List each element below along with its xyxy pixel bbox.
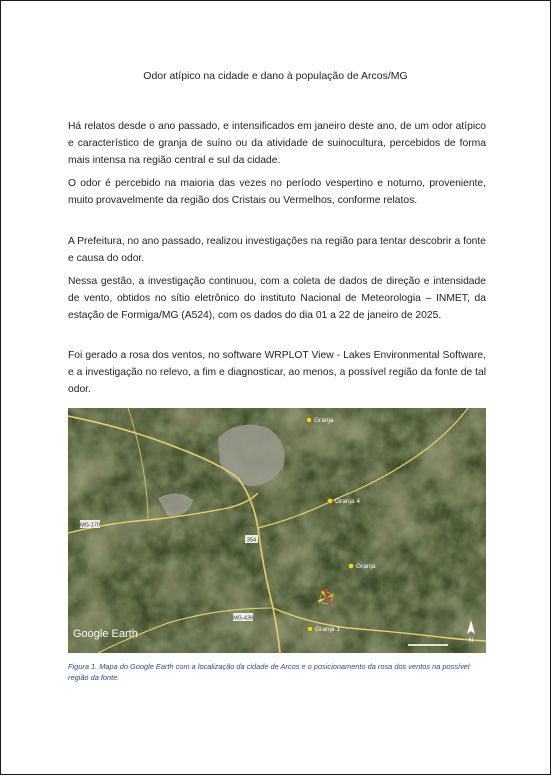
paragraph-3: A Prefeitura, no ano passado, realizou investigações na região para tentar descobrir a fonte e causa do odor. — [68, 236, 486, 264]
svg-text:Granja: Granja — [314, 417, 334, 424]
google-earth-logo: Google Earth — [73, 628, 138, 640]
document-title: Odor atípico na cidade e dano à população de Arcos/MG — [143, 70, 408, 82]
road-label-2 — [233, 613, 253, 622]
svg-text:354: 354 — [246, 537, 257, 544]
pin-icon — [306, 417, 311, 422]
map-image — [68, 408, 486, 653]
svg-text:MG-170: MG-170 — [80, 522, 100, 529]
paragraph-1: Há relatos desde o ano passado, e intensificados em janeiro deste ano, de um odor atípico e característico de granja de suíno ou da atividade de suinocultura, percebidos de forma mais intensa na região central e sul da cidade. — [68, 121, 486, 166]
pin-icon — [348, 563, 353, 568]
svg-text:Granja 4: Granja 4 — [335, 498, 360, 505]
svg-text:N: N — [468, 638, 474, 644]
figure-caption: Figura 1. Mapa do Google Earth com a localização da cidade de Arcos e o posicionamento da rosa dos ventos na possível região da fonte. — [68, 662, 470, 682]
svg-text:Granja 1: Granja 1 — [315, 626, 340, 633]
svg-text:MG-439: MG-439 — [233, 615, 253, 622]
paragraph-5: Foi gerado a rosa dos ventos, no software WRPLOT View - Lakes Environmental Software, e a investigação no relevo, a fim e diagnosticar, ao menos, a possível região da fonte de tal odor. — [68, 350, 486, 395]
road-label-3 — [245, 535, 258, 544]
satellite-map — [68, 408, 486, 653]
paragraph-2: O odor é percebido na maioria das vezes no período vespertino e noturno, proveniente, muito provavelmente da região dos Cristais ou Vermelhos, conforme relatos. — [68, 178, 486, 206]
pin-icon — [327, 498, 332, 503]
paragraph-4: Nessa gestão, a investigação continuou, com a coleta de dados de direção e intensidade de vento, obtidos no sítio eletrônico do instituto Nacional de Meteorologia – INMET, da estação de Formiga/MG (A524), com os dados do dia 01 a 22 de janeiro de 2025. — [68, 276, 486, 321]
svg-text:Granja: Granja — [356, 563, 376, 570]
road-label-1 — [80, 520, 100, 529]
pin-icon — [307, 626, 312, 631]
scale-bar — [408, 644, 448, 646]
